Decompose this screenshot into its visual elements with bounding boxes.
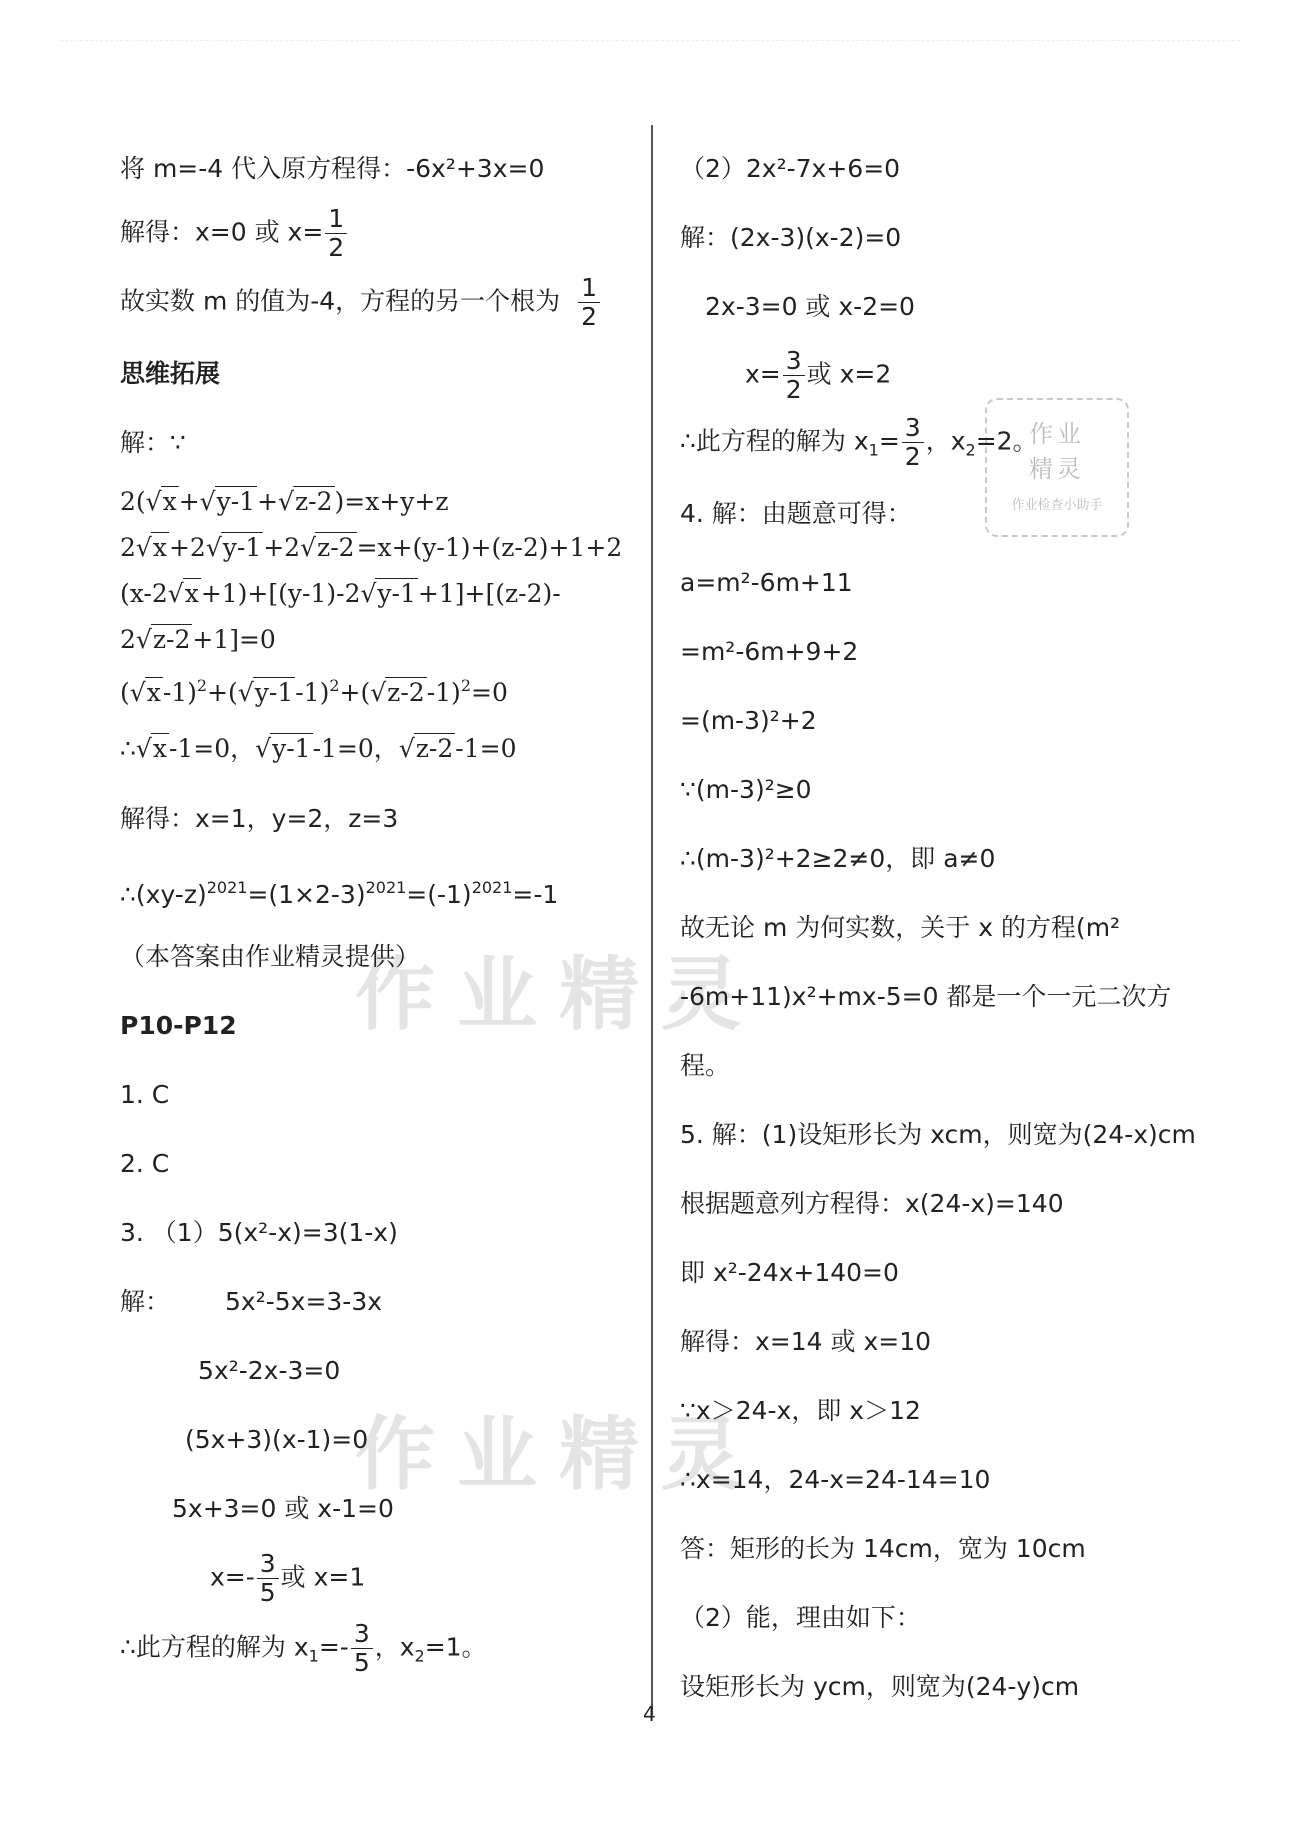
fraction: $\frac{3}{2}$ <box>783 347 805 404</box>
math-line: 2√x+2√y-1+2√z-2=x+(y-1)+(z-2)+1+2 <box>120 533 623 562</box>
watermark-2: 作业精灵 <box>355 1408 763 1501</box>
text-line: ∴(m-3)²+2≥2≠0，即 a≠0 <box>680 844 996 873</box>
watermark-1: 作业精灵 <box>355 948 763 1041</box>
text-line: 解：∵ <box>120 428 186 457</box>
text-line: 5. 解：(1)设矩形长为 xcm，则宽为(24-x)cm <box>680 1120 1196 1149</box>
stamp: 作业 精灵 作业检查小助手 <box>985 398 1129 537</box>
math-line: 2(√x+√y-1+√z-2)=x+y+z <box>120 487 449 516</box>
text-line: 4. 解：由题意可得： <box>680 499 912 528</box>
text-line: 故无论 m 为何实数，关于 x 的方程(m² <box>680 913 1121 942</box>
fraction: $\frac{3}{5}$ <box>351 1620 373 1677</box>
page-number: 4 <box>643 1702 656 1726</box>
text-line: 答：矩形的长为 14cm，宽为 10cm <box>680 1534 1086 1563</box>
text-line: 解得：x=14 或 x=10 <box>680 1327 932 1356</box>
text-line: 5x²-5x=3-3x <box>225 1287 383 1316</box>
text-line: ∵(m-3)²≥0 <box>680 775 812 804</box>
text-line: 2x-3=0 或 x-2=0 <box>705 292 915 321</box>
text-line: 5x²-2x-3=0 <box>198 1356 341 1385</box>
text-line-fraction: x=- $\frac{3}{5}$ 或 x=1 <box>210 1549 366 1607</box>
text-line: -6m+11)x²+mx-5=0 都是一个一元二次方 <box>680 982 1172 1011</box>
text-line: =(m-3)²+2 <box>680 706 817 735</box>
math-line: (x-2√x+1)+[(y-1)-2√y-1+1]+[(z-2)- <box>120 579 561 608</box>
text-line: （2）能，理由如下： <box>680 1603 921 1632</box>
text-line-fraction: ∴此方程的解为 $x_1=$ $\frac{3}{2}$ ，$x_2=2$。 <box>680 413 1038 471</box>
fraction: $\frac{1}{2}$ <box>578 274 600 331</box>
text-line: （本答案由作业精灵提供） <box>120 942 421 971</box>
text-line: ∵x＞24-x，即 x＞12 <box>680 1396 921 1425</box>
text-line: 解得：x=1，y=2，z=3 <box>120 804 399 833</box>
fraction: $\frac{3}{2}$ <box>902 414 924 471</box>
text-line-fraction: 解得：x=0 或 x= $\frac{1}{2}$ <box>120 205 349 262</box>
fraction: $\frac{1}{2}$ <box>325 205 347 262</box>
answer-line: 3. （1）5(x²-x)=3(1-x) <box>120 1218 398 1247</box>
text-line: 即 x²-24x+140=0 <box>680 1258 899 1287</box>
text-line: 解： <box>120 1287 171 1316</box>
text-line: a=m²-6m+11 <box>680 568 853 597</box>
text-line: ∴x=14，24-x=24-14=10 <box>680 1465 991 1494</box>
text-line: （2）2x²-7x+6=0 <box>680 154 901 183</box>
text-line: 将 m=-4 代入原方程得：-6x²+3x=0 <box>120 154 545 183</box>
text-line: 解：(2x-3)(x-2)=0 <box>680 223 902 252</box>
text-line-fraction: 故实数 m 的值为-4，方程的另一个根为 $\frac{1}{2}$ <box>120 274 602 331</box>
answer-line: 2. C <box>120 1149 170 1178</box>
text-line: 5x+3=0 或 x-1=0 <box>172 1494 394 1523</box>
text-line: 根据题意列方程得：x(24-x)=140 <box>680 1189 1064 1218</box>
math-line: 2√z-2+1]=0 <box>120 625 276 654</box>
text-line: 设矩形长为 ycm，则宽为(24-y)cm <box>680 1672 1080 1701</box>
answer-line: 1. C <box>120 1080 170 1109</box>
text-line-fraction: ∴此方程的解为 $x_1=-$ $\frac{3}{5}$ ，$x_2=1$。 <box>120 1619 487 1677</box>
section-heading: 思维拓展 <box>120 359 221 388</box>
fraction: $\frac{3}{5}$ <box>257 1550 279 1607</box>
text-line: =m²-6m+9+2 <box>680 637 859 666</box>
math-line: $(√x-1)^2+(√y-1-1)^2+(√z-2-1)^2=0$ <box>120 676 508 707</box>
text-line-fraction: x= $\frac{3}{2}$ 或 x=2 <box>745 346 892 404</box>
text-line: (5x+3)(x-1)=0 <box>185 1425 369 1454</box>
text-line: 程。 <box>680 1051 731 1080</box>
section-heading: P10-P12 <box>120 1011 237 1040</box>
math-line: ∴√x-1=0，√y-1-1=0，√z-2-1=0 <box>120 734 517 763</box>
top-border <box>60 40 1240 41</box>
text-line: $\therefore(xy-z)^{2021}=(1\times 2-3)^{2021}=(-1)^{2021}=-1$ <box>120 878 559 909</box>
